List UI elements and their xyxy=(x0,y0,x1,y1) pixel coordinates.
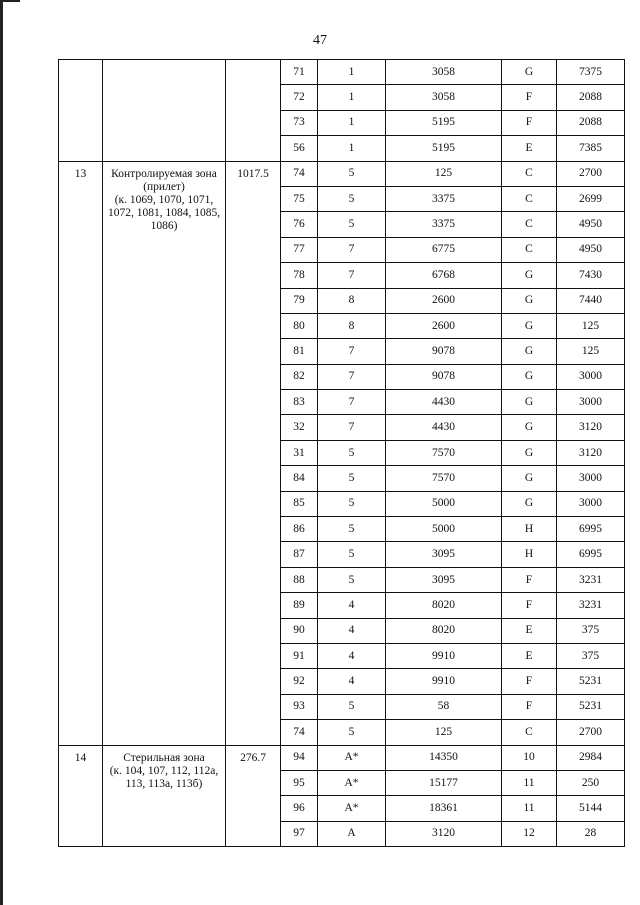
x-coordinate: 18361 xyxy=(386,796,502,821)
letter-code: F xyxy=(502,669,557,694)
zone-name-line: (к. 1069, 1070, 1071, xyxy=(114,193,214,206)
point-number: 56 xyxy=(281,136,318,161)
x-coordinate: 3058 xyxy=(386,85,502,110)
y-coordinate: 4950 xyxy=(557,237,625,262)
scan-corner-mark xyxy=(0,0,20,2)
point-number: 89 xyxy=(281,593,318,618)
y-coordinate: 2088 xyxy=(557,85,625,110)
point-number: 75 xyxy=(281,186,318,211)
cell-type: А xyxy=(318,821,386,846)
zone-name-line: (к. 104, 107, 112, 112а, xyxy=(109,764,219,777)
cell-type: А* xyxy=(318,770,386,795)
coordinates-table xyxy=(58,59,625,847)
cell-type: 1 xyxy=(318,136,386,161)
letter-code: E xyxy=(502,618,557,643)
cell-type: А* xyxy=(318,745,386,770)
y-coordinate: 6995 xyxy=(557,517,625,542)
point-number: 87 xyxy=(281,542,318,567)
cell-type: 7 xyxy=(318,339,386,364)
x-coordinate: 8020 xyxy=(386,618,502,643)
point-number: 90 xyxy=(281,618,318,643)
zone-number: 14 xyxy=(59,745,103,847)
letter-code: G xyxy=(502,60,557,85)
x-coordinate: 3095 xyxy=(386,567,502,592)
point-number: 73 xyxy=(281,110,318,135)
y-coordinate: 375 xyxy=(557,618,625,643)
zone-name-line: (прилет) xyxy=(143,180,185,193)
letter-code: F xyxy=(502,593,557,618)
y-coordinate: 6995 xyxy=(557,542,625,567)
y-coordinate: 375 xyxy=(557,643,625,668)
y-coordinate: 2700 xyxy=(557,161,625,186)
cell-type: 7 xyxy=(318,263,386,288)
cell-type: 7 xyxy=(318,415,386,440)
point-number: 72 xyxy=(281,85,318,110)
point-number: 88 xyxy=(281,567,318,592)
x-coordinate: 9078 xyxy=(386,339,502,364)
zone-area: 276.7 xyxy=(226,745,281,847)
cell-type: А* xyxy=(318,796,386,821)
table-row xyxy=(59,60,625,85)
letter-code: G xyxy=(502,390,557,415)
x-coordinate: 9078 xyxy=(386,364,502,389)
point-number: 76 xyxy=(281,212,318,237)
zone-number: 13 xyxy=(59,161,103,745)
x-coordinate: 15177 xyxy=(386,770,502,795)
x-coordinate: 125 xyxy=(386,720,502,745)
point-number: 96 xyxy=(281,796,318,821)
x-coordinate: 3375 xyxy=(386,186,502,211)
point-number: 85 xyxy=(281,491,318,516)
x-coordinate: 3120 xyxy=(386,821,502,846)
point-number: 82 xyxy=(281,364,318,389)
cell-type: 5 xyxy=(318,212,386,237)
table-row xyxy=(59,745,625,770)
zone-number xyxy=(59,60,103,162)
letter-code: F xyxy=(502,110,557,135)
y-coordinate: 5231 xyxy=(557,694,625,719)
x-coordinate: 14350 xyxy=(386,745,502,770)
point-number: 95 xyxy=(281,770,318,795)
point-number: 74 xyxy=(281,161,318,186)
cell-type: 5 xyxy=(318,466,386,491)
cell-type: 7 xyxy=(318,390,386,415)
point-number: 77 xyxy=(281,237,318,262)
point-number: 93 xyxy=(281,694,318,719)
x-coordinate: 3058 xyxy=(386,60,502,85)
y-coordinate: 2984 xyxy=(557,745,625,770)
zone-name-line: 1072, 1081, 1084, 1085, xyxy=(107,206,221,219)
x-coordinate: 5000 xyxy=(386,491,502,516)
letter-code: F xyxy=(502,694,557,719)
x-coordinate: 7570 xyxy=(386,440,502,465)
zone-name-line: Контролируемая зона xyxy=(111,167,217,180)
scan-edge-line xyxy=(0,0,3,905)
y-coordinate: 3231 xyxy=(557,593,625,618)
point-number: 81 xyxy=(281,339,318,364)
letter-code: 12 xyxy=(502,821,557,846)
letter-code: 11 xyxy=(502,796,557,821)
cell-type: 4 xyxy=(318,669,386,694)
cell-type: 5 xyxy=(318,517,386,542)
letter-code: C xyxy=(502,161,557,186)
letter-code: G xyxy=(502,288,557,313)
letter-code: E xyxy=(502,643,557,668)
x-coordinate: 4430 xyxy=(386,415,502,440)
point-number: 91 xyxy=(281,643,318,668)
y-coordinate: 7440 xyxy=(557,288,625,313)
x-coordinate: 5195 xyxy=(386,136,502,161)
y-coordinate: 2699 xyxy=(557,186,625,211)
cell-type: 7 xyxy=(318,237,386,262)
y-coordinate: 3120 xyxy=(557,415,625,440)
point-number: 74 xyxy=(281,720,318,745)
letter-code: G xyxy=(502,313,557,338)
point-number: 83 xyxy=(281,390,318,415)
y-coordinate: 28 xyxy=(557,821,625,846)
cell-type: 5 xyxy=(318,542,386,567)
y-coordinate: 5231 xyxy=(557,669,625,694)
y-coordinate: 3000 xyxy=(557,491,625,516)
cell-type: 5 xyxy=(318,440,386,465)
letter-code: 11 xyxy=(502,770,557,795)
y-coordinate: 3000 xyxy=(557,364,625,389)
y-coordinate: 2088 xyxy=(557,110,625,135)
y-coordinate: 5144 xyxy=(557,796,625,821)
x-coordinate: 58 xyxy=(386,694,502,719)
y-coordinate: 7375 xyxy=(557,60,625,85)
point-number: 71 xyxy=(281,60,318,85)
cell-type: 1 xyxy=(318,110,386,135)
cell-type: 5 xyxy=(318,720,386,745)
point-number: 31 xyxy=(281,440,318,465)
cell-type: 5 xyxy=(318,491,386,516)
zone-name-line: Стерильная зона xyxy=(123,751,205,764)
letter-code: C xyxy=(502,237,557,262)
letter-code: 10 xyxy=(502,745,557,770)
x-coordinate: 7570 xyxy=(386,466,502,491)
x-coordinate: 9910 xyxy=(386,643,502,668)
letter-code: G xyxy=(502,440,557,465)
x-coordinate: 6768 xyxy=(386,263,502,288)
letter-code: F xyxy=(502,85,557,110)
letter-code: G xyxy=(502,339,557,364)
letter-code: E xyxy=(502,136,557,161)
y-coordinate: 3000 xyxy=(557,466,625,491)
y-coordinate: 3231 xyxy=(557,567,625,592)
letter-code: C xyxy=(502,720,557,745)
letter-code: G xyxy=(502,364,557,389)
letter-code: G xyxy=(502,263,557,288)
y-coordinate: 4950 xyxy=(557,212,625,237)
letter-code: C xyxy=(502,212,557,237)
x-coordinate: 2600 xyxy=(386,288,502,313)
point-number: 32 xyxy=(281,415,318,440)
y-coordinate: 3000 xyxy=(557,390,625,415)
x-coordinate: 4430 xyxy=(386,390,502,415)
point-number: 86 xyxy=(281,517,318,542)
letter-code: H xyxy=(502,542,557,567)
zone-name-line: 113, 113а, 113б) xyxy=(125,777,203,790)
point-number: 78 xyxy=(281,263,318,288)
letter-code: H xyxy=(502,517,557,542)
y-coordinate: 3120 xyxy=(557,440,625,465)
zone-name xyxy=(103,161,226,745)
cell-type: 5 xyxy=(318,161,386,186)
x-coordinate: 5195 xyxy=(386,110,502,135)
letter-code: G xyxy=(502,415,557,440)
point-number: 94 xyxy=(281,745,318,770)
x-coordinate: 8020 xyxy=(386,593,502,618)
point-number: 97 xyxy=(281,821,318,846)
point-number: 80 xyxy=(281,313,318,338)
cell-type: 5 xyxy=(318,694,386,719)
cell-type: 8 xyxy=(318,288,386,313)
cell-type: 4 xyxy=(318,618,386,643)
page-number: 47 xyxy=(313,33,327,48)
y-coordinate: 250 xyxy=(557,770,625,795)
x-coordinate: 2600 xyxy=(386,313,502,338)
cell-type: 5 xyxy=(318,186,386,211)
x-coordinate: 6775 xyxy=(386,237,502,262)
cell-type: 1 xyxy=(318,60,386,85)
y-coordinate: 125 xyxy=(557,339,625,364)
point-number: 84 xyxy=(281,466,318,491)
x-coordinate: 5000 xyxy=(386,517,502,542)
x-coordinate: 3095 xyxy=(386,542,502,567)
letter-code: G xyxy=(502,491,557,516)
zone-area: 1017.5 xyxy=(226,161,281,745)
point-number: 79 xyxy=(281,288,318,313)
y-coordinate: 2700 xyxy=(557,720,625,745)
zone-area xyxy=(226,60,281,162)
cell-type: 4 xyxy=(318,643,386,668)
x-coordinate: 3375 xyxy=(386,212,502,237)
y-coordinate: 125 xyxy=(557,313,625,338)
cell-type: 5 xyxy=(318,567,386,592)
zone-name xyxy=(103,745,226,847)
table-row xyxy=(59,161,625,186)
cell-type: 8 xyxy=(318,313,386,338)
cell-type: 1 xyxy=(318,85,386,110)
y-coordinate: 7430 xyxy=(557,263,625,288)
x-coordinate: 9910 xyxy=(386,669,502,694)
letter-code: G xyxy=(502,466,557,491)
cell-type: 7 xyxy=(318,364,386,389)
zone-name-line: 1086) xyxy=(150,219,178,232)
letter-code: F xyxy=(502,567,557,592)
zone-name xyxy=(103,60,226,162)
cell-type: 4 xyxy=(318,593,386,618)
y-coordinate: 7385 xyxy=(557,136,625,161)
letter-code: C xyxy=(502,186,557,211)
x-coordinate: 125 xyxy=(386,161,502,186)
point-number: 92 xyxy=(281,669,318,694)
